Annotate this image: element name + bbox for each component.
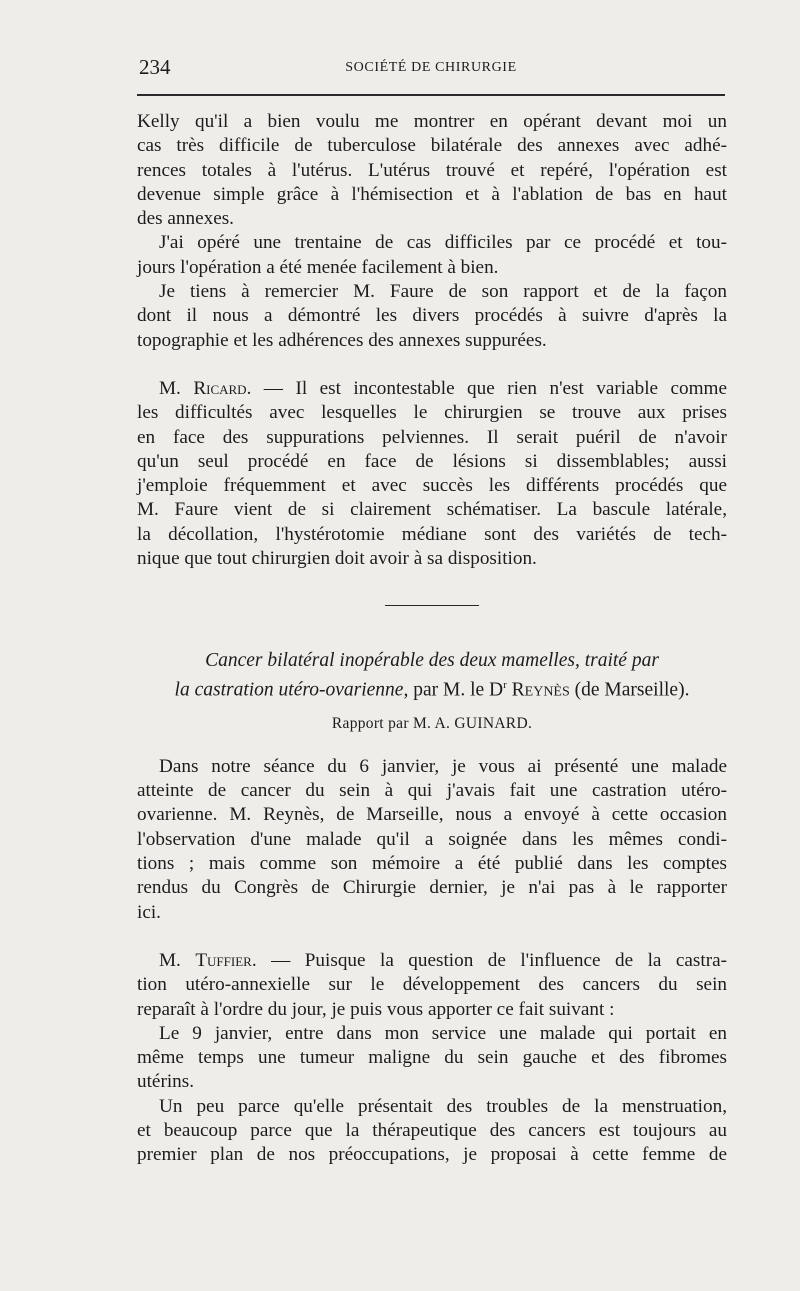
text-line: atteinte de cancer du sein à qui j'avais fait une castration utéro- bbox=[137, 780, 727, 802]
text-line: utérins. bbox=[137, 1071, 195, 1093]
text-line: Le 9 janvier, entre dans mon service une malade qui portait en bbox=[159, 1022, 727, 1044]
article-place: (de Marseille). bbox=[569, 679, 690, 701]
text-line: j'emploie fréquemment et avec succès les différents procédés que bbox=[137, 475, 727, 497]
running-title: SOCIÉTÉ DE CHIRURGIE bbox=[345, 60, 517, 75]
text-line: Kelly qu'il a bien voulu me montrer en opérant devant moi un bbox=[137, 111, 727, 132]
article-title-line bbox=[137, 673, 727, 703]
article-author: Reynès bbox=[511, 679, 570, 701]
text-line: reparaît à l'ordre du jour, je puis vous apporter ce fait suivant : bbox=[137, 998, 615, 1020]
article-title-by: par M. le D bbox=[408, 679, 504, 701]
report-byline: Rapport par M. A. GUINARD. bbox=[331, 714, 533, 732]
page-header bbox=[137, 48, 725, 88]
text-line: J'ai opéré une trentaine de cas difficiles par ce procédé et tou- bbox=[159, 232, 727, 254]
text-line: M. Faure vient de si clairement schématiser. La bascule latérale, bbox=[137, 499, 727, 521]
text-line: tion utéro-annexielle sur le développement des cancers du sein bbox=[137, 974, 727, 996]
text-line: premier plan de nos préoccupations, je proposai à cette femme de bbox=[137, 1144, 727, 1166]
text-line: devenue simple grâce à l'hémisection et à l'ablation de bas en haut bbox=[137, 183, 727, 205]
page-number: 234 bbox=[139, 55, 171, 79]
text-line: tions ; mais comme son mémoire a été publié dans les comptes bbox=[137, 853, 727, 875]
speaker-line bbox=[137, 377, 727, 401]
text-line: la décollation, l'hystérotomie médiane sont des variétés de tech- bbox=[137, 523, 727, 545]
text-line: l'observation d'une malade qu'il a soignée dans les mêmes condi- bbox=[137, 828, 727, 850]
text-line: Un peu parce qu'elle présentait des troubles de la menstruation, bbox=[159, 1095, 727, 1117]
speaker-name: Ricard bbox=[193, 377, 247, 399]
text-line: ici. bbox=[137, 901, 161, 923]
text-line: topographie et les adhérences des annexes suppurées. bbox=[137, 329, 547, 351]
text-line: Dans notre séance du 6 janvier, je vous ai présenté une malade bbox=[159, 755, 727, 777]
text-line: et beaucoup parce que la thérapeutique des cancers est toujours au bbox=[137, 1120, 727, 1141]
paragraph-gap bbox=[137, 353, 727, 377]
text-line: rences totales à l'utérus. L'utérus trouvé et repéré, l'opération est bbox=[137, 159, 727, 181]
speaker-prefix: M. bbox=[159, 377, 181, 399]
text-line: même temps une tumeur maligne du sein gauche et des fibromes bbox=[137, 1047, 727, 1069]
text-line: qu'un seul procédé en face de lésions si dissemblables; aussi bbox=[137, 450, 727, 472]
page-body bbox=[137, 110, 727, 1168]
speaker-line bbox=[137, 949, 727, 973]
speaker-prefix: M. bbox=[159, 949, 181, 971]
text-line: Je tiens à remercier M. Faure de son rapport et de la façon bbox=[159, 281, 727, 303]
article-title-line: Cancer bilatéral inopérable des deux mamelles, traité par bbox=[205, 650, 659, 672]
text-line: en face des suppurations pelviennes. Il serait puéril de n'avoir bbox=[137, 426, 727, 448]
text-line: dont il nous a démontré les divers procédés à suivre d'après la bbox=[137, 305, 727, 327]
text-line: ovarienne. M. Reynès, de Marseille, nous a envoyé à cette occasion bbox=[137, 804, 727, 826]
speaker-text: . — Puisque la question de l'influence de la castra- bbox=[251, 949, 728, 971]
text-line: nique que tout chirurgien doit avoir à sa disposition. bbox=[137, 548, 537, 570]
paragraph-gap bbox=[137, 925, 727, 949]
text-line: cas très difficile de tuberculose bilatérale des annexes avec adhé- bbox=[137, 135, 727, 157]
header-rule bbox=[137, 94, 725, 96]
article-title-italic: la castration utéro-ovarienne, bbox=[174, 679, 409, 701]
speaker-name: Tuffier bbox=[195, 949, 252, 971]
text-line: les difficultés avec lesquelles le chirurgien se trouve aux prises bbox=[137, 402, 727, 424]
speaker-text: . — Il est incontestable que rien n'est variable comme bbox=[246, 377, 727, 399]
text-line: des annexes. bbox=[137, 208, 234, 230]
text-line: jours l'opération a été menée facilement à bien. bbox=[137, 256, 499, 278]
article-title-sup: r bbox=[503, 679, 507, 692]
text-line: rendus du Congrès de Chirurgie dernier, je n'ai pas à le rapporter bbox=[137, 877, 727, 899]
